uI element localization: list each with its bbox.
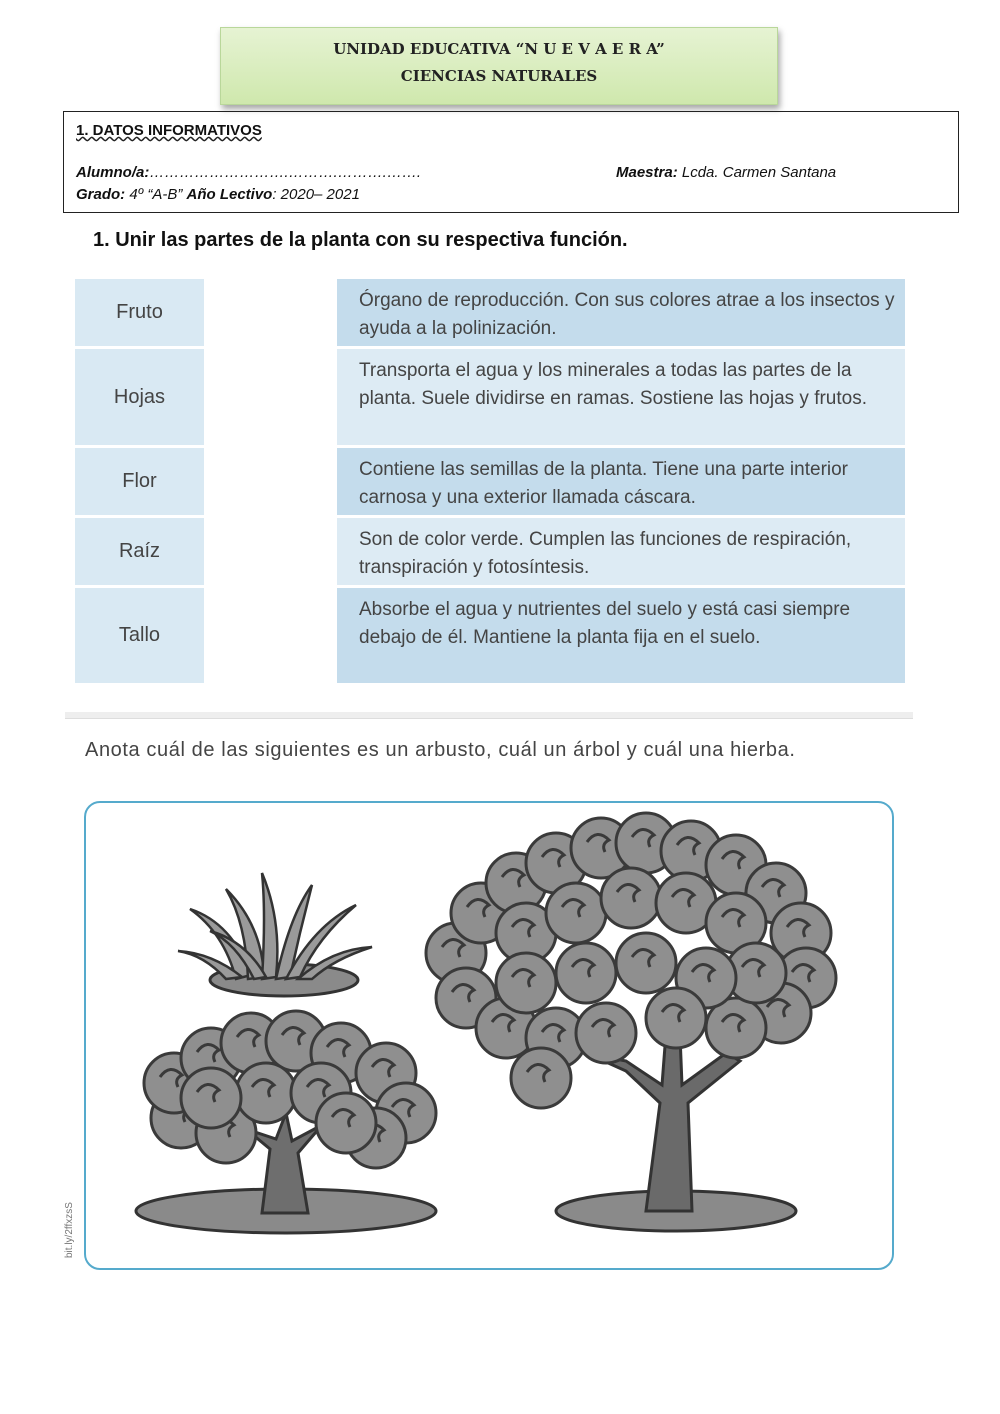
image-credit: bit.ly/2ffxzsS [64, 1202, 75, 1258]
teacher-field [616, 164, 836, 181]
subject-name: CIENCIAS NATURALES [400, 67, 598, 85]
part-cell-fruto[interactable]: Fruto [75, 279, 204, 346]
student-field [76, 164, 421, 181]
teacher-label: Maestra: [616, 164, 678, 181]
school-header [220, 27, 778, 105]
exercise-1-instruction: 1. Unir las partes de la planta con su respectiva función. [93, 229, 628, 251]
plants-illustration-frame [84, 801, 894, 1270]
shrub-drawing [136, 1011, 436, 1233]
tree-drawing [426, 813, 836, 1231]
function-cell-2[interactable]: Transporta el agua y los minerales a todas las partes de la planta. Suele dividirse en ramas. Sostiene las hojas y frutos. [337, 349, 905, 445]
student-blank: ……………………….……….……….……. [149, 164, 422, 181]
function-cell-1[interactable]: Órgano de reproducción. Con sus colores atrae a los insectos y ayuda a la polinización. [337, 279, 905, 346]
grade-field [76, 186, 360, 203]
plants-illustration [86, 803, 892, 1268]
function-cell-3[interactable]: Contiene las semillas de la planta. Tiene una parte interior carnosa y una exterior llamada cáscara. [337, 448, 905, 515]
part-cell-tallo[interactable]: Tallo [75, 588, 204, 683]
grade-value: 4º “A-B” [125, 186, 187, 203]
school-year-label: Año Lectivo [186, 186, 273, 203]
part-cell-flor[interactable]: Flor [75, 448, 204, 515]
exercise-2-instruction: Anota cuál de las siguientes es un arbusto, cuál un árbol y cuál una hierba. [85, 739, 796, 761]
school-year-value: : 2020– 2021 [272, 186, 360, 203]
grade-label: Grado: [76, 186, 126, 203]
info-box [63, 111, 959, 213]
section-divider [65, 712, 913, 719]
grass-drawing [178, 873, 372, 996]
function-cell-5[interactable]: Absorbe el agua y nutrientes del suelo y está casi siempre debajo de él. Mantiene la planta fija en el suelo. [337, 588, 905, 683]
student-label: Alumno/a: [76, 164, 150, 181]
function-cell-4[interactable]: Son de color verde. Cumplen las funciones de respiración, transpiración y fotosíntesis. [337, 518, 905, 585]
part-cell-hojas[interactable]: Hojas [75, 349, 204, 445]
part-cell-raiz[interactable]: Raíz [75, 518, 204, 585]
teacher-name: Lcda. Carmen Santana [677, 164, 837, 181]
school-name: UNIDAD EDUCATIVA “N U E V A E R A” [333, 40, 665, 58]
info-title: 1. DATOS INFORMATIVOS [76, 122, 262, 139]
